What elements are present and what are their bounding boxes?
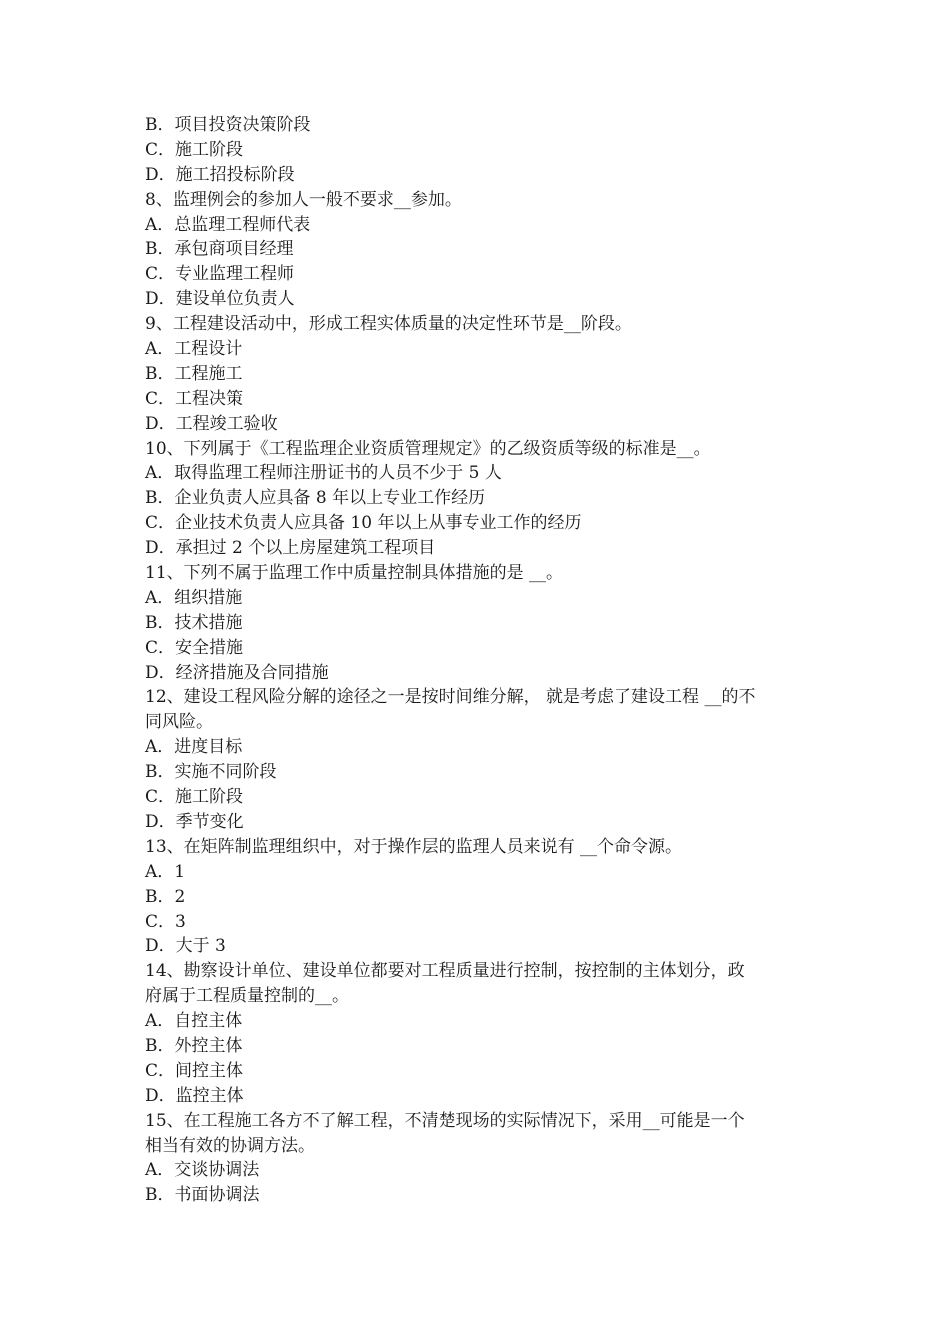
- question-line: 12、建设工程风险分解的途径之一是按时间维分解， 就是考虑了建设工程 __的不: [145, 687, 756, 708]
- option-line: B．技术措施: [145, 612, 243, 633]
- question-line: 15、在工程施工各方不了解工程，不清楚现场的实际情况下，采用__可能是一个: [145, 1110, 745, 1131]
- option-line: C．专业监理工程师: [145, 264, 295, 285]
- question-line-continued: 府属于工程质量控制的__。: [145, 986, 349, 1007]
- option-line: A．总监理工程师代表: [145, 214, 311, 235]
- option-line: A．自控主体: [145, 1011, 243, 1032]
- option-line: D．施工招投标阶段: [145, 164, 295, 185]
- option-line: C．3: [145, 911, 186, 932]
- option-line: B．工程施工: [145, 363, 243, 384]
- option-line: D．承担过 2 个以上房屋建筑工程项目: [145, 538, 436, 559]
- option-line: B．书面协调法: [145, 1185, 260, 1206]
- question-line: 13、在矩阵制监理组织中，对于操作层的监理人员来说有 __个命令源。: [145, 836, 683, 857]
- document-page: [145, 113, 810, 1208]
- option-line: C．施工阶段: [145, 139, 244, 160]
- question-line: 10、下列属于《工程监理企业资质管理规定》的乙级资质等级的标准是__。: [145, 438, 711, 459]
- option-line: D．工程竣工验收: [145, 413, 278, 434]
- option-line: D．大于 3: [145, 936, 226, 957]
- question-line-continued: 同风险。: [145, 712, 213, 733]
- option-line: B．实施不同阶段: [145, 762, 277, 783]
- option-line: A．进度目标: [145, 737, 243, 758]
- question-line: 11、下列不属于监理工作中质量控制具体措施的是 __。: [145, 563, 564, 584]
- option-line: D．监控主体: [145, 1085, 244, 1106]
- option-line: A．取得监理工程师注册证书的人员不少于 5 人: [145, 463, 502, 484]
- option-line: C．工程决策: [145, 388, 244, 409]
- option-line: C．间控主体: [145, 1060, 244, 1081]
- option-line: A．组织措施: [145, 587, 243, 608]
- question-line: 14、勘察设计单位、建设单位都要对工程质量进行控制，按控制的主体划分，政: [145, 961, 745, 982]
- question-line: 9、工程建设活动中，形成工程实体质量的决定性环节是__阶段。: [145, 314, 632, 335]
- option-line: B．外控主体: [145, 1035, 243, 1056]
- question-line-continued: 相当有效的协调方法。: [145, 1135, 315, 1156]
- option-line: C．安全措施: [145, 637, 244, 658]
- option-line: D．建设单位负责人: [145, 289, 295, 310]
- option-line: B．2: [145, 886, 186, 907]
- option-line: B．项目投资决策阶段: [145, 115, 311, 135]
- option-line: D．季节变化: [145, 811, 244, 832]
- option-line: A．工程设计: [145, 339, 243, 360]
- option-line: B．企业负责人应具备 8 年以上专业工作经历: [145, 488, 486, 509]
- option-line: C．施工阶段: [145, 787, 244, 808]
- option-line: A．交谈协调法: [145, 1160, 260, 1181]
- option-line: C．企业技术负责人应具备 10 年以上从事专业工作的经历: [145, 513, 582, 534]
- option-line: A．1: [145, 861, 186, 882]
- option-line: D．经济措施及合同措施: [145, 662, 329, 683]
- option-line: B．承包商项目经理: [145, 239, 294, 260]
- question-line: 8、监理例会的参加人一般不要求__参加。: [145, 189, 462, 210]
